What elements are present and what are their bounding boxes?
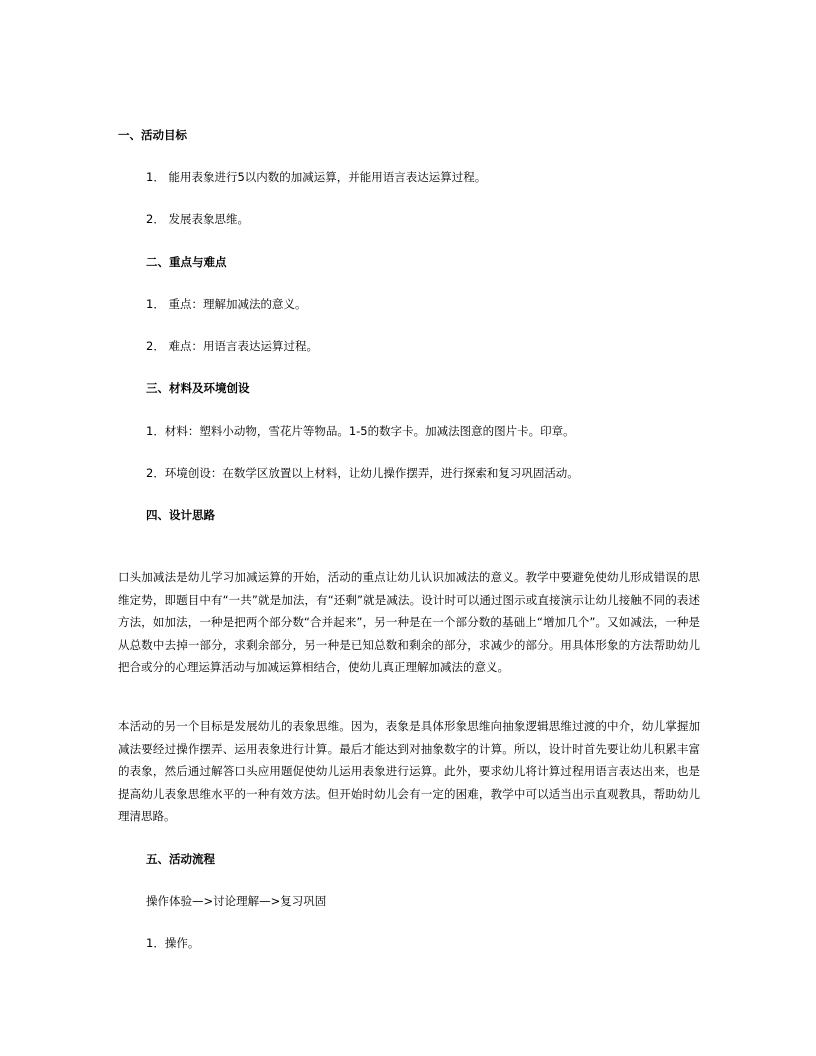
goal-item-1: 1． 能用表象进行5以内数的加减运算，并能用语言表达运算过程。 [146,170,487,184]
section-heading-goals: 一、活动目标 [118,128,187,142]
key-point-item-2: 2． 难点：用语言表达运算过程。 [146,339,318,353]
section-heading-materials: 三、材料及环境创设 [146,381,250,395]
section-heading-design: 四、设计思路 [146,508,215,522]
design-paragraph-1: 口头加减法是幼儿学习加减运算的开始，活动的重点让幼儿认识加减法的意义。教学中要避免使幼儿形成错误的思维定势，即题目中有“一共”就是加法，有“还剩”就是减法。设计时可以通过图示或直接演示让幼儿接触不同的表述方法，如加法，一种是把两个部分数“合并起来”，另一种是在一个部分数的基础上“增加几个”。又如减法，一种是从总数中去掉一部分，求剩余部分，另一种是已知总数和剩余的部分，求减少的部分。用具体形象的方法帮助幼儿把合或分的心理运算活动与加减运算相结合，使幼儿真正理解加减法的意义。 [118,570,700,675]
goal-item-2: 2． 发展表象思维。 [146,212,249,226]
materials-item-1: 1．材料：塑料小动物，雪花片等物品。1-5的数字卡。加减法图意的图片卡。印章。 [146,424,575,438]
key-point-item-1: 1． 重点：理解加减法的意义。 [146,297,307,311]
design-paragraph-2: 本活动的另一个目标是发展幼儿的表象思维。因为，表象是具体形象思维向抽象逻辑思维过渡的中介，幼儿掌握加减法要经过操作摆弄、运用表象进行计算。最后才能达到对抽象数字的计算。所以，设计时首先要让幼儿积累丰富的表象，然后通过解答口头应用题促使幼儿运用表象进行运算。此外，要求幼儿将计算过程用语言表达出来，也是提高幼儿表象思维水平的一种有效方法。但开始时幼儿会有一定的困难，教学中可以适当出示直观教具，帮助幼儿理清思路。 [118,719,700,824]
flow-item-1: 1．操作。 [146,936,200,950]
flow-summary: 操作体验—>讨论理解—>复习巩固 [146,894,327,908]
section-heading-key-points: 二、重点与难点 [146,255,227,269]
section-heading-flow: 五、活动流程 [146,852,215,866]
materials-item-2: 2．环境创设：在数学区放置以上材料，让幼儿操作摆弄，进行探索和复习巩固活动。 [146,466,579,480]
